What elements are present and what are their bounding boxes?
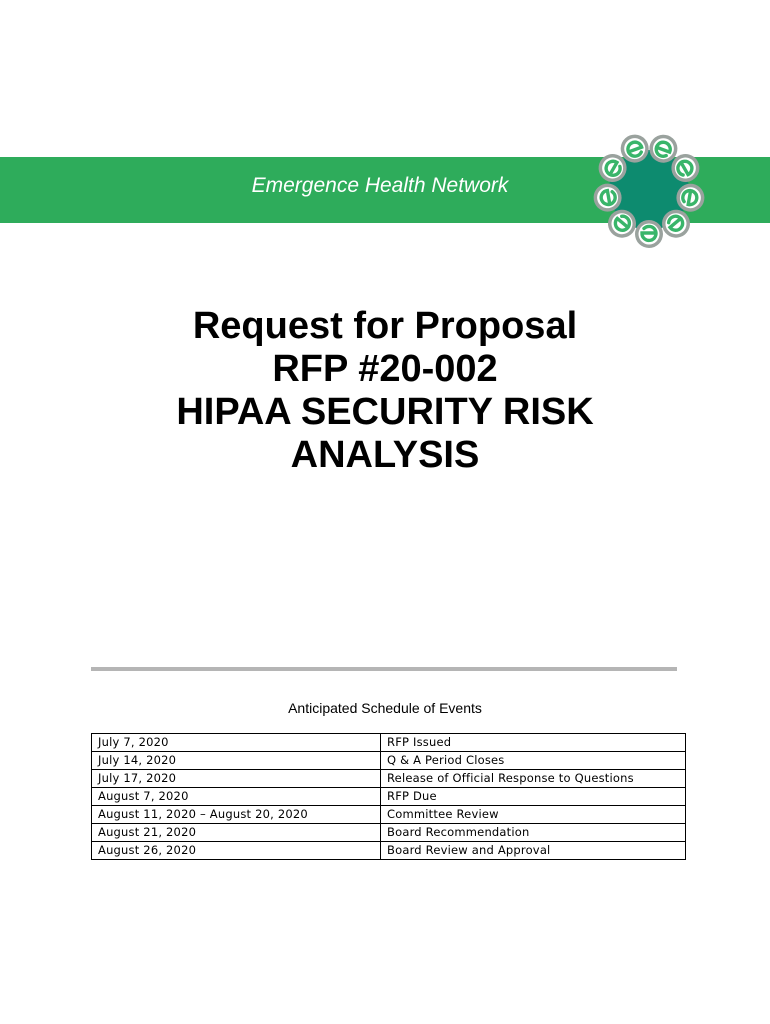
title-line-4: ANALYSIS (290, 434, 480, 476)
table-row (92, 734, 686, 752)
schedule-date: July 14, 2020 (92, 752, 381, 770)
table-row (92, 788, 686, 806)
schedule-event: Board Recommendation (381, 824, 686, 842)
table-row (92, 752, 686, 770)
logo-e-mark (635, 220, 663, 248)
title-line-3: HIPAA SECURITY RISK (176, 391, 594, 433)
schedule-date: August 26, 2020 (92, 842, 381, 860)
schedule-event: Release of Official Response to Questions (381, 770, 686, 788)
table-row (92, 806, 686, 824)
table-row (92, 770, 686, 788)
schedule-event: RFP Due (381, 788, 686, 806)
organization-name: Emergence Health Network (251, 174, 509, 197)
schedule-date: July 17, 2020 (92, 770, 381, 788)
table-row (92, 842, 686, 860)
emergence-logo-icon (590, 128, 708, 252)
table-row (92, 824, 686, 842)
schedule-date: August 11, 2020 – August 20, 2020 (92, 806, 381, 824)
schedule-table (91, 733, 686, 860)
schedule-event: Q & A Period Closes (381, 752, 686, 770)
schedule-heading: Anticipated Schedule of Events (288, 700, 482, 716)
schedule-date: August 7, 2020 (92, 788, 381, 806)
schedule-event: Board Review and Approval (381, 842, 686, 860)
title-line-2: RFP #20-002 (272, 348, 498, 390)
schedule-event: Committee Review (381, 806, 686, 824)
section-divider (91, 667, 677, 671)
schedule-date: August 21, 2020 (92, 824, 381, 842)
schedule-date: July 7, 2020 (92, 734, 381, 752)
title-line-1: Request for Proposal (192, 305, 578, 347)
schedule-event: RFP Issued (381, 734, 686, 752)
document-title (0, 305, 770, 477)
